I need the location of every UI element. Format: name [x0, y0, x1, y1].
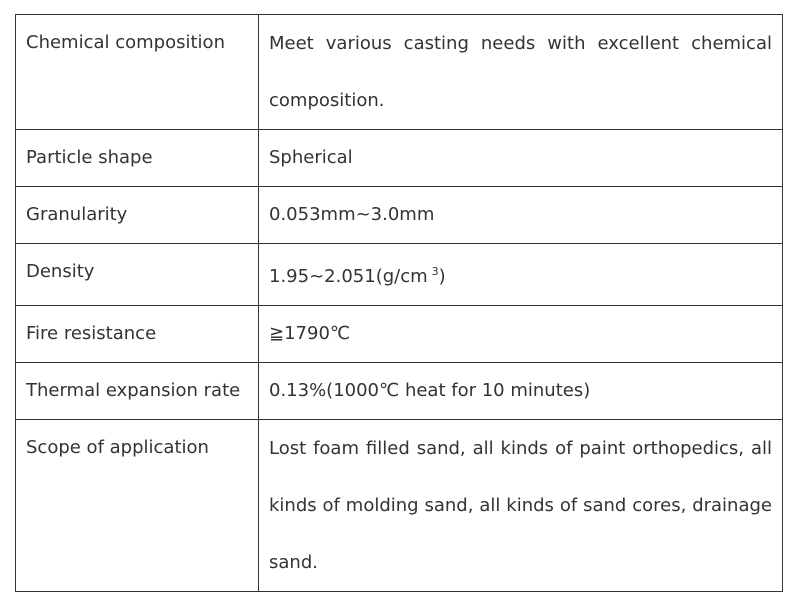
row-value-density: [259, 244, 783, 306]
density-value-main: 1.95~2.051(g/cm: [269, 266, 428, 287]
table-row: [16, 306, 783, 363]
row-value-particle-shape: Spherical: [259, 130, 783, 187]
row-label-particle-shape: Particle shape: [16, 130, 259, 187]
row-value-thermal-expansion-rate: 0.13%(1000℃ heat for 10 minutes): [259, 363, 783, 420]
row-value-fire-resistance: ≧1790℃: [259, 306, 783, 363]
row-label-granularity: Granularity: [16, 187, 259, 244]
row-label-fire-resistance: Fire resistance: [16, 306, 259, 363]
row-value-chemical-composition: Meet various casting needs with excellent chemical composition.: [259, 15, 783, 130]
density-value-tail: ): [438, 266, 446, 287]
table-row: [16, 420, 783, 592]
table-row: [16, 130, 783, 187]
table-row: [16, 363, 783, 420]
row-value-scope-of-application: Lost foam filled sand, all kinds of paint orthopedics, all kinds of molding sand, all kinds of sand cores, drainage sand.: [259, 420, 783, 592]
specification-table: [15, 14, 783, 592]
row-label-thermal-expansion-rate: Thermal expansion rate: [16, 363, 259, 420]
table-row: [16, 187, 783, 244]
row-label-density: Density: [16, 244, 259, 306]
row-label-scope-of-application: Scope of application: [16, 420, 259, 592]
table-row: [16, 15, 783, 130]
density-value-superscript: 3: [431, 265, 439, 278]
table-row: [16, 244, 783, 306]
row-label-chemical-composition: Chemical composition: [16, 15, 259, 130]
row-value-granularity: 0.053mm~3.0mm: [259, 187, 783, 244]
